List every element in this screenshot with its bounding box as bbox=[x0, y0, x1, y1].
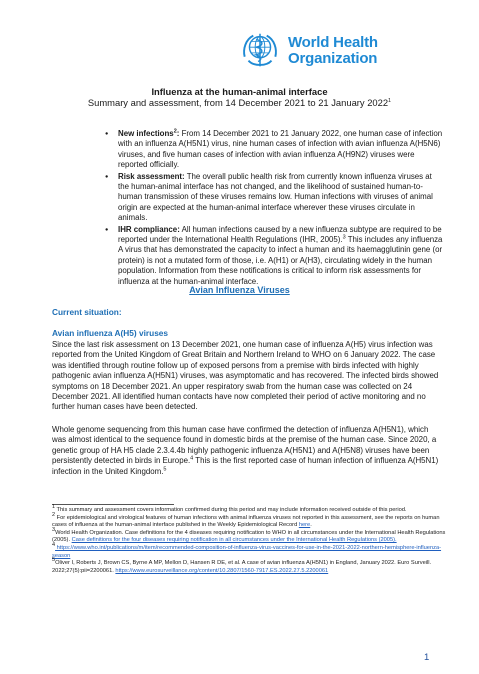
footnote-text: . bbox=[310, 522, 312, 529]
case-definitions-link[interactable]: Case definitions for the four diseases requiring notification in all circumstances under the International Health Regulations (2005). bbox=[71, 537, 397, 544]
section-title: Avian Influenza Viruses bbox=[189, 285, 290, 295]
footnote-3 bbox=[52, 527, 447, 545]
bullet-label: IHR compliance: bbox=[118, 224, 180, 234]
bullet-text-b: This includes any influenza A virus that has demonstrated the capacity to infect a human and its haemagglutinin gene (or protein) is not a mutated form of those, i.e. A(H1) or A(H3), circulating widely in the human population. Information from these notifications is critical to inform risk assessments for influenza at the human-animal interface. bbox=[118, 235, 443, 286]
subsection-heading: Avian influenza A(H5) viruses bbox=[52, 328, 169, 338]
footnote-number: 5 bbox=[52, 557, 56, 564]
paragraph-text: Whole genome sequencing from this human case have confirmed the detection of influenza A(H5N1), which was almost identical to the sequence found in domestic birds at the premise of the human case. Since 2020, a genetic group of HA H5 clade 2.3.4.4b highly pathogenic influenza A(H5N1) and A(H5N8) viruses have been persistently detected in birds in Europe. bbox=[52, 425, 437, 466]
footnote-number: 4 bbox=[52, 542, 56, 549]
current-situation-heading: Current situation: bbox=[52, 307, 122, 317]
bullet-text: From 14 December 2021 to 21 January 2022, one human case of infection with an influenza A(H5N1) virus, nine human cases of infection with avian influenza A(H5N6) viruses, and five human cases of infection with avian influenza A(H9N2) viruses were reported officially. bbox=[118, 129, 443, 170]
who-logo bbox=[237, 28, 378, 74]
footnote-number: 3 bbox=[52, 527, 56, 534]
bullet-label bbox=[118, 129, 179, 138]
bullet-label-suffix: : bbox=[176, 129, 180, 138]
footnote-2 bbox=[52, 512, 447, 530]
paragraph-text: This is the first reported case of human infection of influenza A(H5N1) infection in the United Kingdom. bbox=[52, 456, 439, 476]
document-title: Influenza at the human-animal interface bbox=[151, 86, 328, 97]
footnote-5 bbox=[52, 557, 447, 575]
body-paragraph: Since the last risk assessment on 13 December 2021, one human case of influenza A(H5) virus infection was reported from the United Kingdom of Great Britain and Northern Ireland to WHO on 6 January 2022. The case was identified through routine follow up of exposed persons from a premise with birds infected with highly pathogenic avian influenza A(H5N1) viruses, was asymptomatic and has recovered. The infected birds showed symptoms on 18 December 2021. An upper respiratory swab from the human case was collected on 24 December 2021. All identified human contacts have now completed their period of active monitoring and no further human cases have been detected. bbox=[52, 340, 439, 412]
eurosurveillance-link[interactable]: https://www.eurosurveillance.org/content/10.2807/1560-7917.ES.2022.27.5.2200061 bbox=[115, 567, 329, 574]
footnote-ref: 5 bbox=[163, 466, 167, 472]
footnote-1 bbox=[52, 504, 447, 514]
page-number: 1 bbox=[424, 652, 430, 663]
footnote-ref: 2 bbox=[173, 128, 177, 135]
bullet-label: Risk assessment: bbox=[118, 171, 185, 181]
bullet-label-text: New infections bbox=[118, 129, 174, 138]
footnote-text: This summary and assessment covers information confirmed during this period and may include information received outside of this period. bbox=[55, 507, 407, 513]
org-name-line1: World Health bbox=[288, 34, 378, 51]
document-subtitle bbox=[0, 97, 479, 108]
footnote-ref: 4 bbox=[190, 455, 194, 462]
bullet-ihr-compliance bbox=[118, 225, 444, 287]
body-paragraph bbox=[52, 425, 444, 477]
footnote-ref: 3 bbox=[342, 234, 346, 241]
footnote-text: For epidemiological and virological features of human infections with animal influenza viruses not reported in this assessment, see the reports on human cases of influenza at the human-animal interface published in the Weekly Epidemiological Record bbox=[52, 514, 440, 529]
footnote-number: 1 bbox=[52, 504, 56, 511]
bullet-text-a: All human infections caused by a new influenza subtype are required to be reported under the International Health Regulations (IHR, 2005). bbox=[118, 224, 442, 245]
subtitle-text: Summary and assessment, from 14 December 2021 to 21 January 2022 bbox=[87, 97, 389, 108]
footnote-list bbox=[52, 504, 447, 576]
bullet-new-infections bbox=[118, 129, 444, 171]
bullet-risk-assessment bbox=[118, 172, 444, 224]
footnote-text: Oliver I, Roberts J, Brown CS, Byrne A MP, Mellon D, Hansen R DE, et al. A case of avian influenza A(H5N1) in England, January 2022. Euro Surveill. 2022;27(5):pii=2200061. bbox=[52, 560, 432, 574]
bullet-text: The overall public health risk from currently known influenza viruses at the human-animal interface has not changed, and the likelihood of sustained human-to-human transmission of these viruses remains low. Human infections with viruses of animal origin are expected at the human-animal interface wherever these viruses circulate in animals. bbox=[118, 171, 433, 223]
organization-name bbox=[288, 35, 378, 67]
footnote-number: 2 bbox=[52, 512, 56, 518]
org-name-line2: Organization bbox=[288, 50, 378, 67]
vaccine-composition-link[interactable]: https://www.who.int/publications/m/item/recommended-composition-of-influenza-virus-vaccines-for-use-in-the-2021-2022-northern-hemisphere-influenza-season bbox=[52, 545, 442, 559]
footnote-text: World Health Organization. Case definitions for the 4 diseases requiring notification to WHO in all circumstances under the International Health Regulations (2005). bbox=[52, 530, 446, 544]
who-emblem-icon bbox=[237, 28, 283, 74]
footnote-divider bbox=[52, 504, 174, 505]
subtitle-footnote-ref: 1 bbox=[388, 97, 392, 104]
summary-bullet-list bbox=[118, 129, 444, 288]
footnote-4 bbox=[52, 542, 447, 560]
weekly-epidemiological-record-link[interactable]: here bbox=[298, 522, 311, 529]
